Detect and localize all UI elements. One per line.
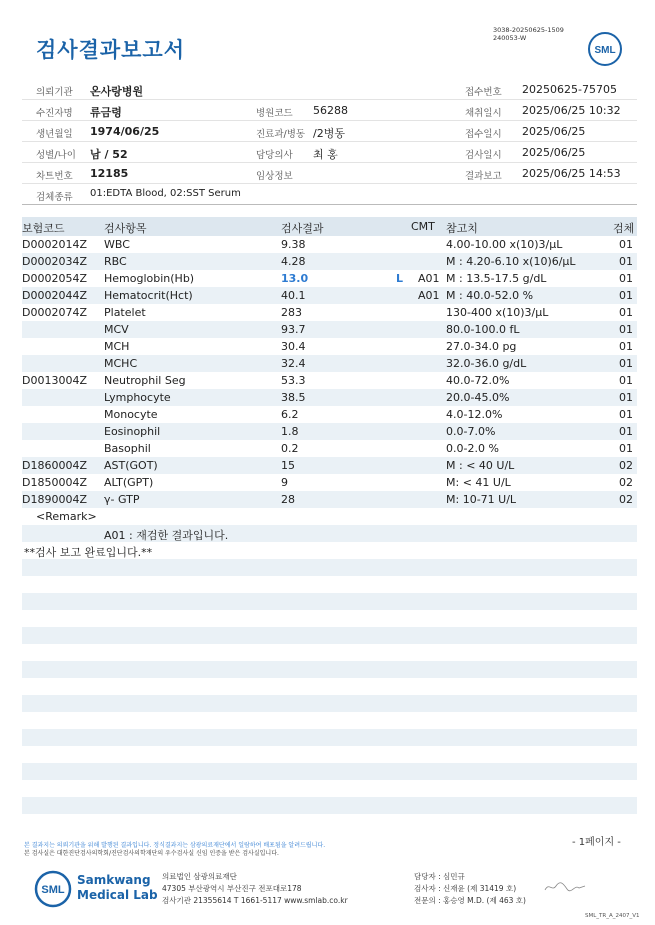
footer-org: 의료법인 삼광의료재단	[162, 872, 237, 881]
blank-lines	[22, 559, 637, 831]
staff-line-1: 담당자 : 심민규	[414, 872, 465, 881]
specimen-number: 01	[619, 391, 633, 404]
specimen-number: 01	[619, 357, 633, 370]
reference-range: 80.0-100.0 fL	[446, 323, 520, 336]
tested-label: 검사일시	[465, 150, 502, 161]
header-specimen: 검체	[613, 222, 635, 235]
reference-range: 4.0-12.0%	[446, 408, 503, 421]
test-name: Hematocrit(Hct)	[104, 289, 193, 302]
test-name: MCHC	[104, 357, 138, 370]
test-result: 53.3	[281, 374, 306, 387]
specimen-number: 01	[619, 425, 633, 438]
test-result: 0.2	[281, 442, 299, 455]
doctor-label: 담당의사	[256, 150, 293, 161]
table-row	[22, 457, 637, 474]
test-name: MCH	[104, 340, 130, 353]
test-code: D1860004Z	[22, 459, 87, 472]
results-table-header	[22, 217, 637, 236]
reference-range: M : 4.20-6.10 x(10)6/μL	[446, 255, 576, 268]
tested-value: 2025/06/25	[522, 146, 586, 159]
brand-line-2: Medical Lab	[77, 888, 158, 902]
note-line-2: 본 검사실은 대한진단검사의학회/진단검사의학재단의 우수검사실 신임 인증을 받은 검사실입니다.	[24, 850, 279, 857]
test-result: 15	[281, 459, 295, 472]
test-code: D0002044Z	[22, 289, 87, 302]
test-result: 4.28	[281, 255, 306, 268]
hospital-code-value: 56288	[313, 104, 348, 117]
footer-notes	[24, 842, 325, 858]
test-result: 1.8	[281, 425, 299, 438]
blank-line	[22, 797, 637, 814]
result-comment: A01	[418, 289, 440, 302]
test-result: 9.38	[281, 238, 306, 251]
specimen-number: 01	[619, 340, 633, 353]
sex-age-label: 성별/나이	[36, 150, 76, 161]
blank-line	[22, 763, 637, 780]
test-code: D0002074Z	[22, 306, 87, 319]
received-value: 2025/06/25	[522, 125, 586, 138]
test-name: Hemoglobin(Hb)	[104, 272, 195, 285]
test-name: Basophil	[104, 442, 151, 455]
test-name: WBC	[104, 238, 130, 251]
table-row	[22, 406, 637, 423]
remark-row	[22, 525, 637, 542]
reported-value: 2025/06/25 14:53	[522, 167, 621, 180]
note-line-1: 본 결과지는 의뢰기관을 위해 발행된 결과입니다. 정식결과지는 삼광의료재단에서 일람하여 배포됨을 알려드립니다.	[24, 842, 326, 849]
table-row	[22, 270, 637, 287]
staff-line-2: 검사자 : 신재윤 (제 31419 호)	[414, 884, 517, 893]
specimen-number: 01	[619, 442, 633, 455]
specimen-number: 01	[619, 374, 633, 387]
result-comment: A01	[418, 272, 440, 285]
test-result: 30.4	[281, 340, 306, 353]
footer-address-line: 47305 부산광역시 부산진구 전포대로178	[162, 884, 302, 893]
test-name: ALT(GPT)	[104, 476, 154, 489]
specimen-number: 02	[619, 459, 633, 472]
patient-value: 류금령	[90, 106, 122, 119]
specimen-label: 검체종류	[36, 192, 73, 203]
brand-line-1: Samkwang	[77, 873, 151, 887]
signature-icon	[543, 880, 587, 894]
reference-range: 130-400 x(10)3/μL	[446, 306, 549, 319]
specimen-number: 01	[619, 255, 633, 268]
specimen-number: 01	[619, 238, 633, 251]
reference-range: M: 10-71 U/L	[446, 493, 517, 506]
table-row	[22, 491, 637, 508]
remark-text: A01 : 재검한 결과입니다.	[104, 529, 229, 542]
received-label: 접수일시	[465, 129, 502, 140]
sml-logo-icon	[587, 31, 623, 67]
patient-label: 수진자명	[36, 108, 73, 119]
info-row	[22, 79, 637, 100]
reference-range: 40.0-72.0%	[446, 374, 510, 387]
sml-footer-logo-icon	[34, 870, 72, 908]
test-code: D1850004Z	[22, 476, 87, 489]
table-row	[22, 474, 637, 491]
result-flag: L	[396, 272, 404, 285]
info-row	[22, 100, 637, 121]
table-row	[22, 423, 637, 440]
footer-staff	[414, 871, 526, 907]
table-row	[22, 321, 637, 338]
blank-line	[22, 593, 637, 610]
test-result: 28	[281, 493, 295, 506]
info-row	[22, 184, 637, 205]
table-row	[22, 287, 637, 304]
test-name: γ- GTP	[104, 493, 140, 506]
completion-message: **검사 보고 완료입니다.**	[24, 546, 153, 559]
blank-line	[22, 627, 637, 644]
footer-contact: 검사기관 21355614 T 1661-5117 www.smlab.co.kr	[162, 896, 348, 905]
document-code: SML_TR_A_2407_V1	[585, 913, 640, 919]
logo-text: SML	[594, 45, 616, 56]
reported-label: 결과보고	[465, 171, 502, 182]
specimen-number: 01	[619, 306, 633, 319]
reference-range: 27.0-34.0 pg	[446, 340, 517, 353]
clinical-label: 임상정보	[256, 171, 293, 182]
dept-label: 진료과/병동	[256, 129, 306, 140]
specimen-number: 01	[619, 289, 633, 302]
test-name: AST(GOT)	[104, 459, 158, 472]
remark-title: <Remark>	[36, 510, 97, 523]
header-ref: 참고치	[446, 222, 478, 235]
test-name: Lymphocyte	[104, 391, 171, 404]
hospital-value: 온사랑병원	[90, 85, 144, 98]
reference-range: M : < 40 U/L	[446, 459, 515, 472]
reference-range: 0.0-7.0%	[446, 425, 496, 438]
table-row	[22, 253, 637, 270]
reference-range: 0.0-2.0 %	[446, 442, 499, 455]
chart-value: 12185	[90, 167, 129, 180]
header-code: 보험코드	[22, 222, 65, 235]
header-result: 검사결과	[281, 222, 324, 235]
info-row	[22, 121, 637, 142]
collected-value: 2025/06/25 10:32	[522, 104, 621, 117]
footer-brand	[77, 873, 158, 903]
reference-range: 20.0-45.0%	[446, 391, 510, 404]
info-row	[22, 163, 637, 184]
test-name: Eosinophil	[104, 425, 161, 438]
test-name: Neutrophil Seg	[104, 374, 186, 387]
dob-label: 생년월일	[36, 129, 73, 140]
sex-age-value: 남 / 52	[90, 148, 128, 161]
specimen-number: 02	[619, 493, 633, 506]
test-name: MCV	[104, 323, 129, 336]
receipt-no-value: 20250625-75705	[522, 83, 617, 96]
test-code: D1890004Z	[22, 493, 87, 506]
page-number: - 1페이지 -	[572, 837, 621, 848]
test-name: Monocyte	[104, 408, 158, 421]
test-name: Platelet	[104, 306, 146, 319]
blank-line	[22, 661, 637, 678]
footer-address	[162, 871, 348, 907]
top-code-line-2: 240053-W	[493, 34, 527, 42]
receipt-no-label: 접수번호	[465, 87, 502, 98]
blank-line	[22, 559, 637, 576]
table-row	[22, 338, 637, 355]
blank-line	[22, 729, 637, 746]
header-cmt: CMT	[411, 220, 435, 233]
test-code: D0002034Z	[22, 255, 87, 268]
test-result: 93.7	[281, 323, 306, 336]
report-barcode-code	[493, 26, 564, 42]
test-result: 283	[281, 306, 302, 319]
table-row	[22, 355, 637, 372]
reference-range: M : 40.0-52.0 %	[446, 289, 534, 302]
reference-range: M: < 41 U/L	[446, 476, 511, 489]
results-table-body	[22, 236, 637, 559]
specimen-number: 01	[619, 408, 633, 421]
blank-line	[22, 695, 637, 712]
table-row	[22, 304, 637, 321]
test-code: D0013004Z	[22, 374, 87, 387]
hospital-code-label: 병원코드	[256, 108, 293, 119]
collected-label: 채취일시	[465, 108, 502, 119]
header-name: 검사항목	[104, 222, 147, 235]
report-title: 검사결과보고서	[36, 38, 186, 62]
test-name: RBC	[104, 255, 127, 268]
reference-range: 4.00-10.00 x(10)3/μL	[446, 238, 563, 251]
specimen-number: 01	[619, 323, 633, 336]
test-code: D0002014Z	[22, 238, 87, 251]
specimen-number: 02	[619, 476, 633, 489]
dob-value: 1974/06/25	[90, 125, 160, 138]
specimen-number: 01	[619, 272, 633, 285]
chart-label: 차트번호	[36, 171, 73, 182]
test-result: 9	[281, 476, 288, 489]
test-result: 6.2	[281, 408, 299, 421]
hospital-label: 의뢰기관	[36, 87, 73, 98]
reference-range: M : 13.5-17.5 g/dL	[446, 272, 547, 285]
dept-value: /2병동	[313, 127, 345, 140]
remark-row	[22, 508, 637, 525]
table-row	[22, 389, 637, 406]
staff-line-3: 전문의 : 홍승영 M.D. (제 463 호)	[414, 896, 526, 905]
top-code-line-1: 3038-20250625-1509	[493, 26, 564, 34]
reference-range: 32.0-36.0 g/dL	[446, 357, 527, 370]
test-result: 40.1	[281, 289, 306, 302]
doctor-value: 최 홍	[313, 148, 338, 161]
table-row	[22, 236, 637, 253]
table-row	[22, 372, 637, 389]
specimen-value: 01:EDTA Blood, 02:SST Serum	[90, 188, 241, 199]
remark-row	[22, 542, 637, 559]
patient-info-section	[22, 79, 637, 205]
test-result: 38.5	[281, 391, 306, 404]
test-result: 13.0	[281, 272, 309, 285]
test-result: 32.4	[281, 357, 306, 370]
test-code: D0002054Z	[22, 272, 87, 285]
table-row	[22, 440, 637, 457]
info-row	[22, 142, 637, 163]
footer-logo-text: SML	[41, 884, 65, 896]
